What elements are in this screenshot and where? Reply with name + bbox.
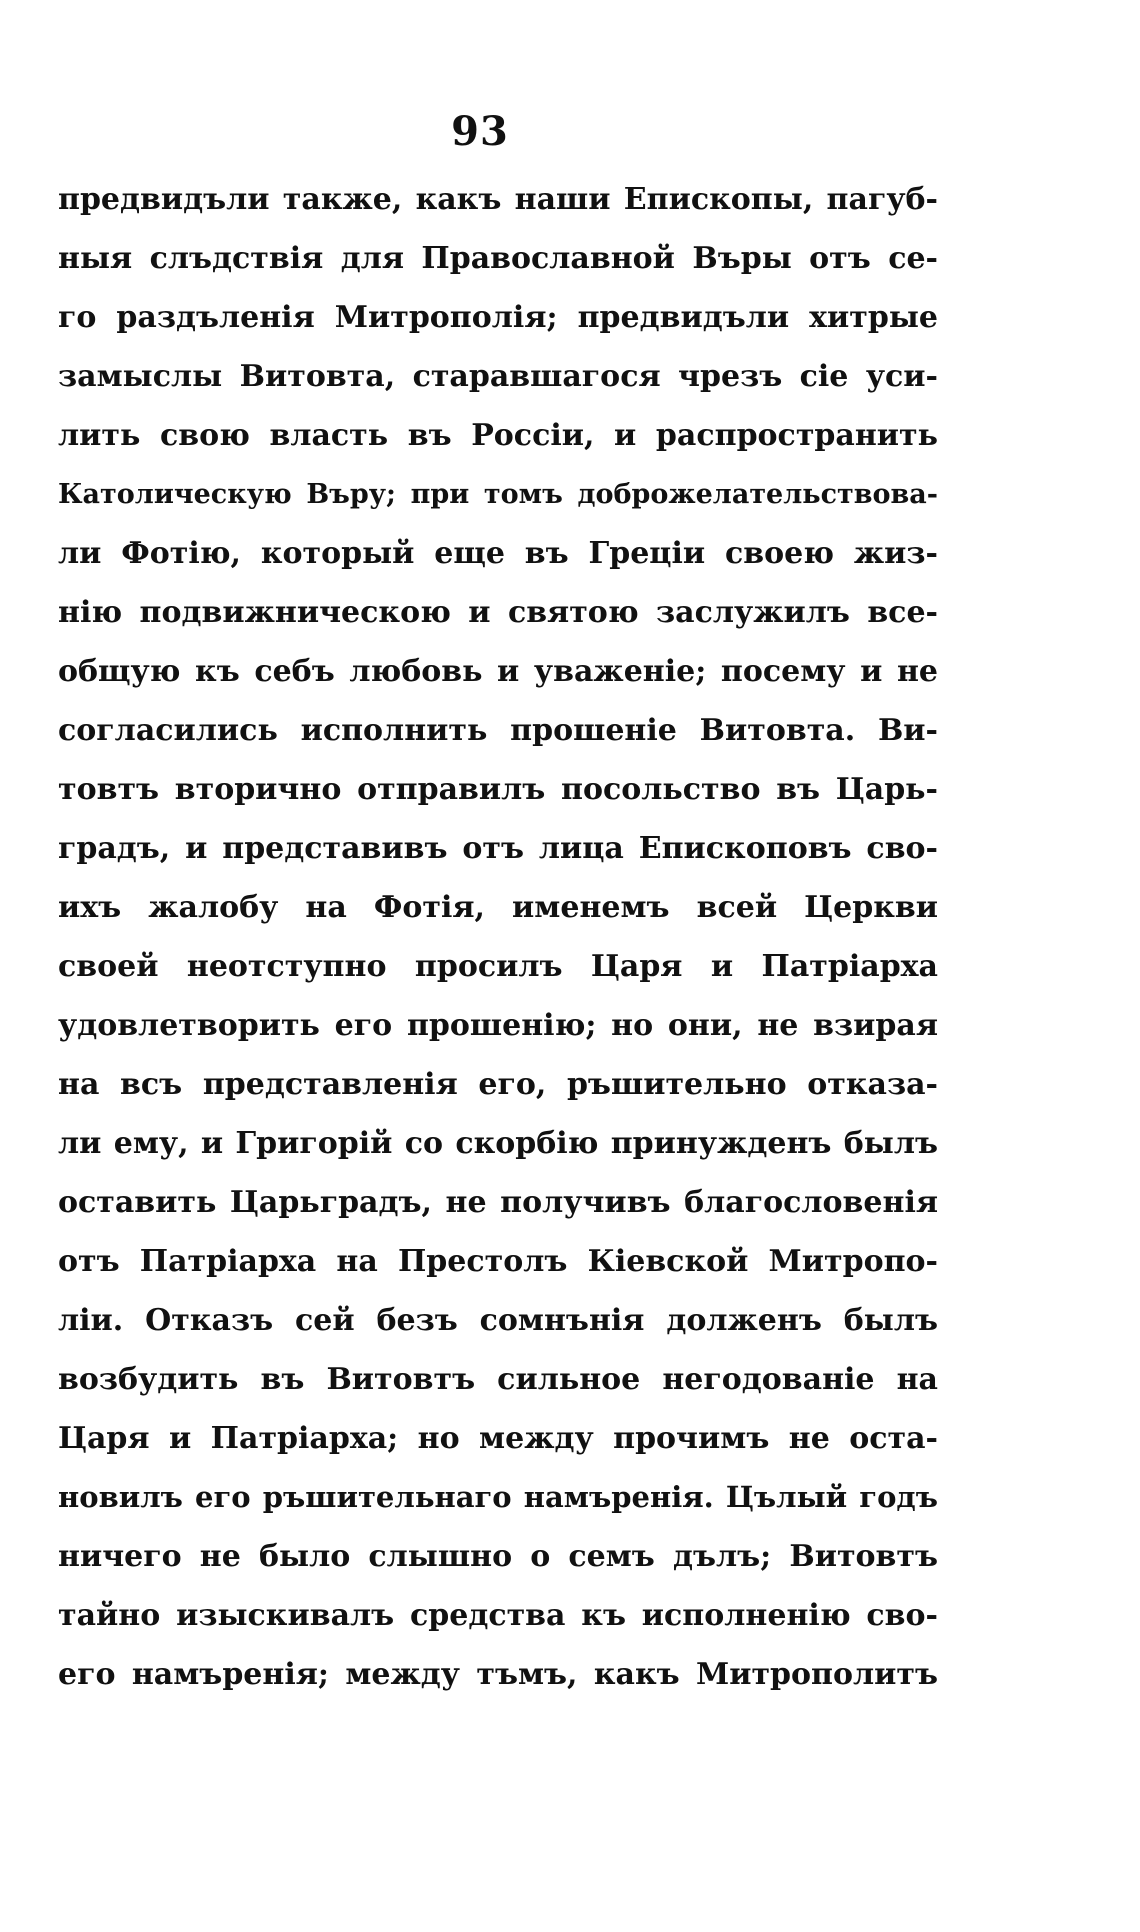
text-line: предвидъли также, какъ наши Епископы, пагуб- [58, 182, 938, 217]
text-line: на всъ представленія его, ръшительно отказа- [58, 1067, 938, 1102]
text-line: новилъ его ръшительнаго намъренія. Цълый годъ [58, 1480, 938, 1514]
text-line: ліи. Отказъ сей безъ сомнънія долженъ былъ [58, 1303, 938, 1338]
text-line: своей неотступно просилъ Царя и Патріарха [58, 949, 938, 984]
text-line: отъ Патріарха на Престолъ Кіевской Митропо- [58, 1244, 938, 1279]
text-line: ли Фотію, который еще въ Греціи своею жиз- [58, 536, 938, 571]
text-line: оставить Царьградъ, не получивъ благословенія [58, 1185, 938, 1220]
text-line: лить свою власть въ Россіи, и распространить [58, 418, 938, 453]
text-line: замыслы Витовта, старавшагося чрезъ сіе уси- [58, 359, 938, 394]
text-line: тайно изыскивалъ средства къ исполненію сво- [58, 1598, 938, 1633]
text-line: общую къ себъ любовь и уваженіе; посему и не [58, 654, 938, 689]
text-line: го раздъленія Митрополія; предвидъли хитрые [58, 300, 938, 335]
text-line: удовлетворить его прошенію; но они, не взирая [58, 1008, 938, 1043]
text-line: нію подвижническою и святою заслужилъ все- [58, 595, 938, 630]
text-line: товтъ вторично отправилъ посольство въ Царь- [58, 772, 938, 807]
page-number: 93 [451, 108, 509, 155]
text-line: ничего не было слышно о семъ дълъ; Витовтъ [58, 1539, 938, 1574]
body-text [58, 170, 938, 1704]
text-line: градъ, и представивъ отъ лица Епископовъ сво- [58, 831, 938, 866]
text-line: его намъренія; между тъмъ, какъ Митрополитъ [58, 1657, 938, 1692]
text-line: ли ему, и Григорій со скорбію принужденъ былъ [58, 1126, 938, 1161]
text-line: ныя слъдствія для Православной Въры отъ се- [58, 241, 938, 276]
text-line: согласились исполнить прошеніе Витовта. Ви- [58, 713, 938, 748]
text-line: Царя и Патріарха; но между прочимъ не оста- [58, 1421, 938, 1456]
text-line: Католическую Въру; при томъ доброжелательствова- [58, 479, 938, 510]
text-line: ихъ жалобу на Фотія, именемъ всей Церкви [58, 890, 938, 925]
text-line: возбудить въ Витовтъ сильное негодованіе на [58, 1362, 938, 1397]
